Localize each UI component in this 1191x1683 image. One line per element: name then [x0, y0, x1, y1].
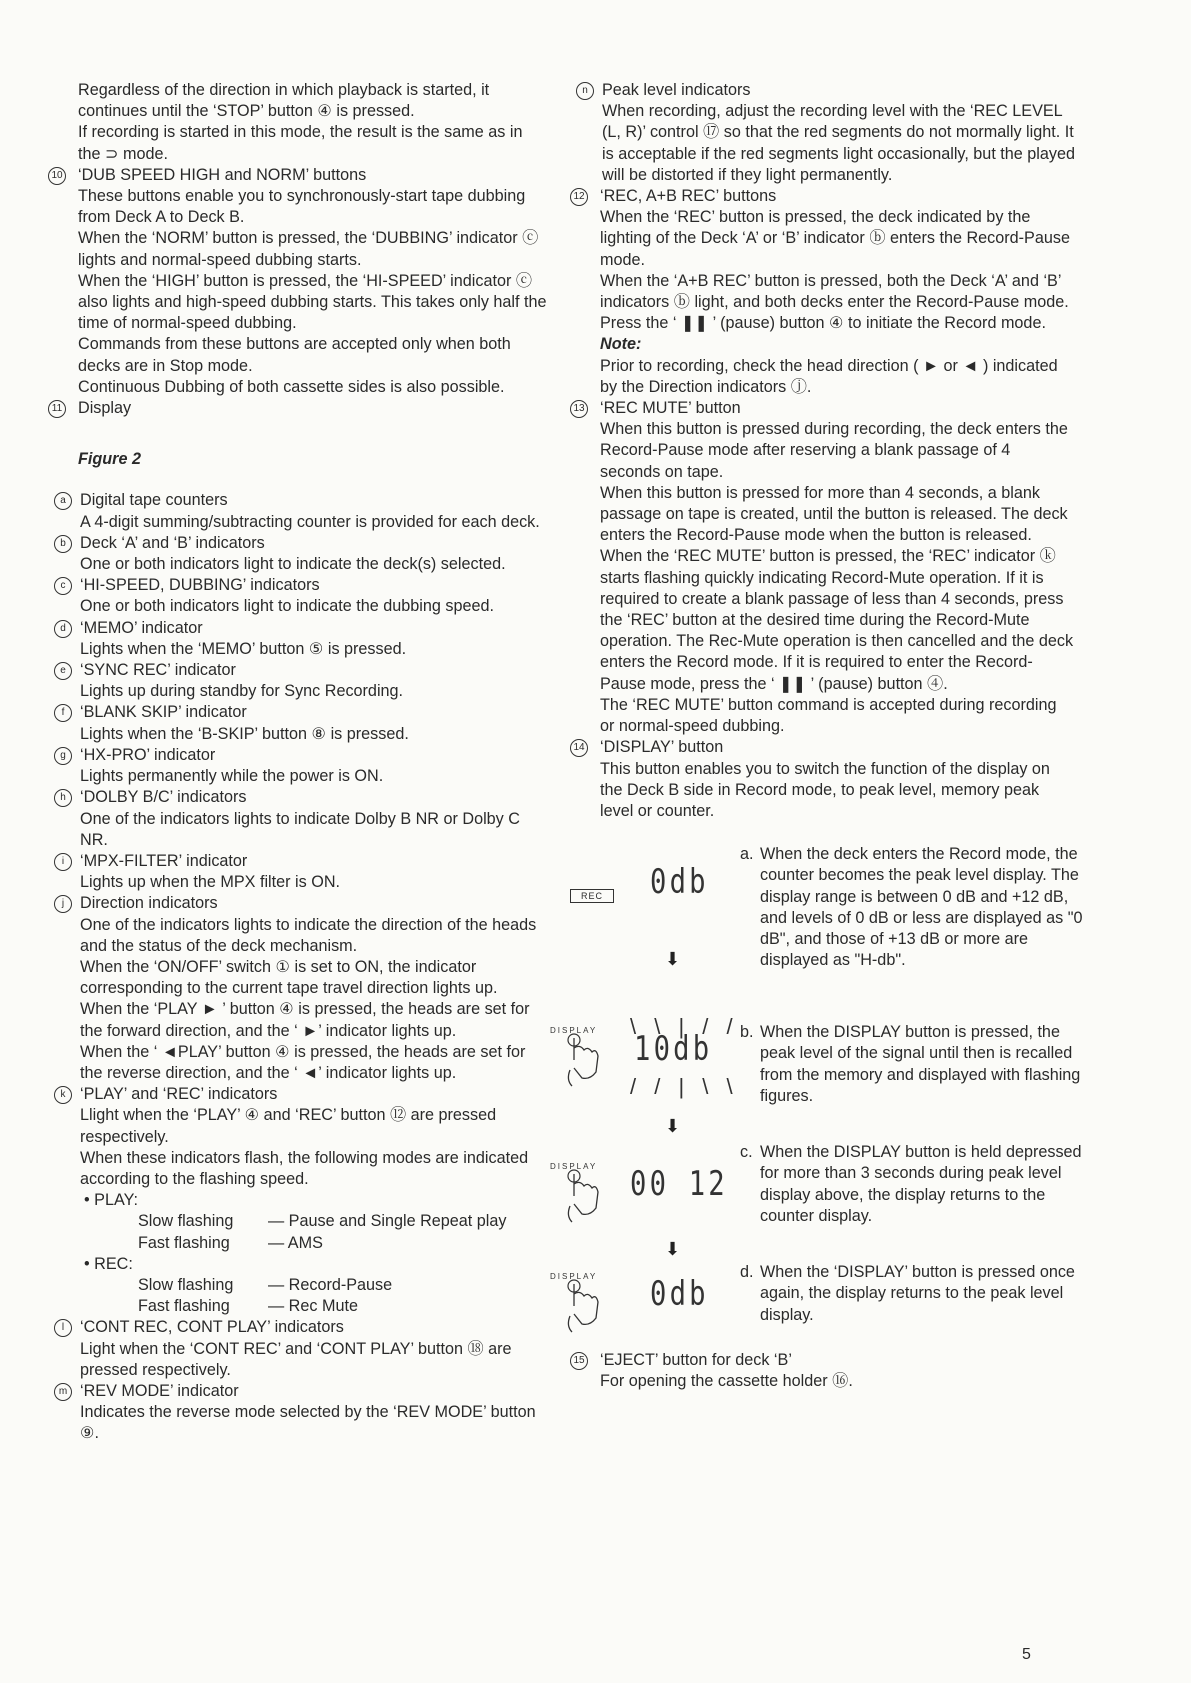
sub-item-title: Digital tape counters — [80, 491, 228, 510]
step-text: When the ‘DISPLAY’ button is pressed once again, the display returns to the peak level display. — [760, 1263, 1075, 1324]
item-number: 15 — [570, 1352, 588, 1370]
sub-item-title: ‘DOLBY B/C’ indicators — [80, 788, 247, 807]
pointing-finger-icon — [560, 1030, 610, 1090]
item-12 — [570, 186, 1075, 398]
item-number: 12 — [570, 188, 588, 206]
sub-item-title: ‘REV MODE’ indicator — [80, 1381, 239, 1400]
flash-mode-row — [80, 1211, 548, 1232]
flash-mode: — Record-Pause — [268, 1275, 393, 1294]
rec-indicator-box: REC — [570, 889, 614, 903]
flash-mode-row — [80, 1233, 548, 1254]
step-text: When the deck enters the Record mode, the counter becomes the peak level display. The display range is between 0 dB and +12 dB, and levels of 0 dB or less are displayed as "0 dB", and those of +13 dB or more are displayed as "H-db". — [760, 845, 1083, 970]
item-paragraph: These buttons enable you to synchronously-start tape dubbing from Deck A to Deck B. — [78, 187, 526, 227]
flash-mode: — Rec Mute — [268, 1297, 358, 1316]
sub-item-n — [570, 80, 1075, 186]
sub-item-letter: n — [576, 82, 594, 100]
sub-item-body: Lights when the ‘MEMO’ button ⑤ is pressed. — [80, 639, 407, 658]
sub-item-letter: d — [54, 620, 72, 638]
item-paragraph: When the ‘NORM’ button is pressed, the ‘DUBBING’ indicator ⓒ lights and normal-speed dubbing starts. — [78, 229, 539, 269]
sub-item-title: ‘BLANK SKIP’ indicator — [80, 703, 247, 722]
sub-item-paragraph: Llight when the ‘PLAY’ ④ and ‘REC’ button ⑫ are pressed respectively. — [80, 1106, 497, 1146]
sub-item-body: Lights up when the MPX filter is ON. — [80, 873, 341, 892]
sub-item-body: Light when the ‘CONT REC’ and ‘CONT PLAY’ button ⑱ are pressed respectively. — [80, 1339, 512, 1379]
page-number: 5 — [1022, 1646, 1031, 1663]
flash-mode-row — [80, 1296, 548, 1317]
bullet-label: PLAY: — [94, 1191, 138, 1210]
item-number: 10 — [48, 167, 66, 185]
item-13 — [570, 398, 1075, 737]
item-paragraph: When this button is pressed during recording, the deck enters the Record-Pause mode after reserving a blank passage of 4 seconds on tape. — [600, 420, 1068, 481]
sub-item-j — [48, 893, 548, 1084]
sub-item-title: ‘SYNC REC’ indicator — [80, 661, 236, 680]
left-column — [48, 80, 548, 1445]
sub-item-letter: i — [54, 853, 72, 871]
item-11 — [48, 398, 548, 419]
sub-item-body: Lights permanently while the power is ON. — [80, 767, 384, 786]
flash-rays-icon: / / | \ \ — [630, 1074, 739, 1100]
display-readout: 10db — [634, 1029, 713, 1070]
sub-item-paragraph: When the ‘ ◄PLAY’ button ④ is pressed, the heads are set for the reverse direction, and the ‘ ◄’ indicator lights up. — [80, 1042, 526, 1082]
item-14 — [570, 737, 1075, 822]
down-arrow-icon: ⬇ — [665, 1116, 681, 1137]
display-step — [740, 1022, 1085, 1107]
display-button-label: DISPLAY — [550, 1162, 598, 1172]
step-text: When the DISPLAY button is pressed, the peak level of the signal until then is recalled from the memory and displayed with flashing figures. — [760, 1023, 1081, 1105]
bullet-label: REC: — [94, 1254, 133, 1273]
flash-mode-row — [80, 1275, 548, 1296]
item-paragraph: Commands from these buttons are accepted only when both decks are in Stop mode. — [78, 335, 511, 375]
sub-item-title: ‘HI-SPEED, DUBBING’ indicators — [80, 576, 320, 595]
sub-item-title: ‘CONT REC, CONT PLAY’ indicators — [80, 1318, 344, 1337]
sub-item-title: Direction indicators — [80, 894, 218, 913]
play-bullet: • PLAY: — [84, 1191, 138, 1210]
item-paragraph: When the ‘HIGH’ button is pressed, the ‘HI-SPEED’ indicator ⓒ also lights and high-speed dubbing starts. This takes only half the time of normal-speed dubbing. — [78, 271, 547, 333]
item-paragraph: The ‘REC MUTE’ button command is accepted during recording or normal-speed dubbing. — [600, 695, 1057, 736]
figure-heading: Figure 2 — [78, 450, 141, 469]
sub-item-title: Peak level indicators — [602, 81, 751, 99]
display-illustration — [550, 844, 1083, 1344]
intro-paragraph: If recording is started in this mode, the result is the same as in the ⊃ mode. — [78, 123, 523, 163]
sub-item-body: Lights up during standby for Sync Recording. — [80, 682, 404, 701]
step-letter: b. — [740, 1023, 754, 1042]
item-paragraph: When this button is pressed for more than 4 seconds, a blank passage on tape is created, until the button is released. The deck enters the Record-Pause mode when the button is released. — [600, 483, 1068, 545]
sub-item-letter: c — [54, 577, 72, 595]
note-text: Prior to recording, check the head direction ( ► or ◄ ) indicated by the Direction indicators ⓙ. — [600, 356, 1058, 396]
sub-item-body: One or both indicators light to indicate the deck(s) selected. — [80, 555, 506, 574]
down-arrow-icon: ⬇ — [665, 949, 681, 970]
sub-item-letter: g — [54, 747, 72, 765]
item-title: ‘DUB SPEED HIGH and NORM’ buttons — [78, 165, 367, 184]
sub-item-letter: a — [54, 492, 72, 510]
display-readout: 0db — [650, 862, 709, 903]
step-text: When the DISPLAY button is held depressed for more than 3 seconds during peak level display above, the display returns to the counter display. — [760, 1143, 1082, 1225]
sub-item-d — [48, 618, 548, 660]
item-paragraph: When the ‘REC’ button is pressed, the deck indicated by the lighting of the Deck ‘A’ or ‘B’ indicator ⓑ enters the Record-Pause mode. — [600, 208, 1070, 269]
sub-item-letter: e — [54, 662, 72, 680]
intro — [48, 80, 548, 165]
sub-item-title: Deck ‘A’ and ‘B’ indicators — [80, 533, 265, 552]
flash-speed: Slow flashing — [138, 1275, 234, 1294]
sub-item-letter: b — [54, 535, 72, 553]
sub-item-title: ‘MEMO’ indicator — [80, 618, 203, 637]
flash-speed: Fast flashing — [138, 1233, 230, 1252]
sub-item-b — [48, 533, 548, 575]
step-letter: d. — [740, 1263, 754, 1282]
sub-item-letter: h — [54, 789, 72, 807]
sub-item-i — [48, 851, 548, 893]
item-paragraph: Press the ‘ ❚❚ ’ (pause) button ④ to initiate the Record mode. — [600, 314, 1046, 333]
sub-item-g — [48, 745, 548, 787]
sub-item-body: One or both indicators light to indicate the dubbing speed. — [80, 597, 494, 616]
note-label: Note: — [600, 335, 642, 354]
rec-bullet: • REC: — [84, 1254, 133, 1273]
item-paragraph: When the ‘A+B REC’ button is pressed, both the Deck ‘A’ and ‘B’ indicators ⓑ light, and both decks enter the Record-Pause mode. — [600, 271, 1069, 312]
flash-speed: Slow flashing — [138, 1212, 234, 1231]
sub-item-paragraph: When the ‘ON/OFF’ switch ① is set to ON, the indicator corresponding to the current tape travel direction lights up. — [80, 957, 498, 998]
display-button-label: DISPLAY — [550, 1026, 598, 1036]
display-button-label: DISPLAY — [550, 1272, 598, 1282]
flash-mode: — Pause and Single Repeat play — [268, 1212, 507, 1231]
sub-item-title: ‘PLAY’ and ‘REC’ indicators — [80, 1085, 278, 1104]
sub-item-m — [48, 1381, 548, 1445]
display-readout: 0db — [650, 1274, 709, 1315]
item-body: For opening the cassette holder ⑯. — [600, 1372, 853, 1391]
display-readout: 00 12 — [630, 1164, 728, 1205]
sub-item-body: Lights when the ‘B-SKIP’ button ⑧ is pressed. — [80, 724, 409, 743]
sub-item-c — [48, 575, 548, 617]
right-column — [550, 80, 1083, 1393]
flash-rays-icon: \ \ | / / — [630, 1014, 739, 1040]
sub-item-letter: l — [54, 1319, 72, 1337]
sub-item-letter: k — [54, 1086, 72, 1104]
sub-item-body: A 4-digit summing/subtracting counter is provided for each deck. — [80, 512, 540, 531]
sub-item-letter: j — [54, 895, 72, 913]
figure-2-legend — [48, 490, 548, 893]
item-15 — [570, 1350, 1075, 1392]
sub-item-e — [48, 660, 548, 702]
item-paragraph: When the ‘REC MUTE’ button is pressed, the ‘REC’ indicator ⓚ starts flashing quickly indicating Record-Mute operation. If it is required to create a blank passage of less than 4 seconds, press the ‘REC’ button at the desired time during the Record-Mute operation. The Rec-Mute operation is then cancelled and the deck enters the Record mode. If it is required to enter the Record-Pause mode, press the ‘ ❚❚ ’ (pause) button ④. — [600, 547, 1074, 693]
sub-item-paragraph: When these indicators flash, the following modes are indicated according to the flashing speed. — [80, 1148, 529, 1188]
sub-item-l — [48, 1317, 548, 1381]
step-letter: c. — [740, 1143, 753, 1162]
item-title: ‘REC MUTE’ button — [600, 399, 741, 418]
item-body: This button enables you to switch the function of the display on the Deck B side in Record mode, to peak level, memory peak level or counter. — [600, 759, 1050, 820]
item-title: Display — [78, 399, 132, 418]
flash-mode: — AMS — [268, 1233, 323, 1252]
sub-item-a — [48, 490, 548, 532]
sub-item-f — [48, 702, 548, 744]
step-letter: a. — [740, 845, 754, 864]
pointing-finger-icon — [560, 1276, 610, 1336]
intro-paragraph: Regardless of the direction in which playback is started, it continues until the ‘STOP’ button ④ is pressed. — [78, 81, 490, 121]
sub-item-body: When recording, adjust the recording level with the ‘REC LEVEL (L, R)’ control ⑰ so that the red segments do not mormally light. It is acceptable if the red segments light occasionally, but the played will be distorted if they light permanently. — [602, 102, 1076, 184]
item-paragraph: Continuous Dubbing of both cassette sides is also possible. — [78, 377, 505, 396]
sub-item-h — [48, 787, 548, 851]
item-number: 13 — [570, 400, 588, 418]
flash-speed: Fast flashing — [138, 1297, 230, 1316]
sub-item-body: Indicates the reverse mode selected by the ‘REV MODE’ button ⑨. — [80, 1403, 536, 1443]
display-step — [740, 1262, 1085, 1326]
pointing-finger-icon — [560, 1166, 610, 1226]
sub-item-letter: f — [54, 704, 72, 722]
item-title: ‘DISPLAY’ button — [600, 738, 724, 757]
sub-item-paragraph: One of the indicators lights to indicate the direction of the heads and the status of the deck mechanism. — [80, 915, 537, 955]
item-number: 14 — [570, 739, 588, 757]
display-step — [740, 1142, 1085, 1227]
item-title: ‘REC, A+B REC’ buttons — [600, 187, 777, 206]
item-title: ‘EJECT’ button for deck ‘B’ — [600, 1351, 792, 1370]
display-step — [740, 844, 1085, 971]
sub-item-title: ‘MPX-FILTER’ indicator — [80, 851, 248, 870]
down-arrow-icon: ⬇ — [665, 1239, 681, 1260]
item-number: 11 — [48, 400, 66, 418]
sub-item-body: One of the indicators lights to indicate Dolby B NR or Dolby C NR. — [80, 809, 520, 849]
sub-item-k — [48, 1084, 548, 1317]
sub-item-title: ‘HX-PRO’ indicator — [80, 745, 216, 764]
item-10 — [48, 165, 548, 398]
sub-item-paragraph: When the ‘PLAY ► ’ button ④ is pressed, the heads are set for the forward direction, and the ‘ ►’ indicator lights up. — [80, 1000, 530, 1040]
sub-item-letter: m — [54, 1383, 72, 1401]
